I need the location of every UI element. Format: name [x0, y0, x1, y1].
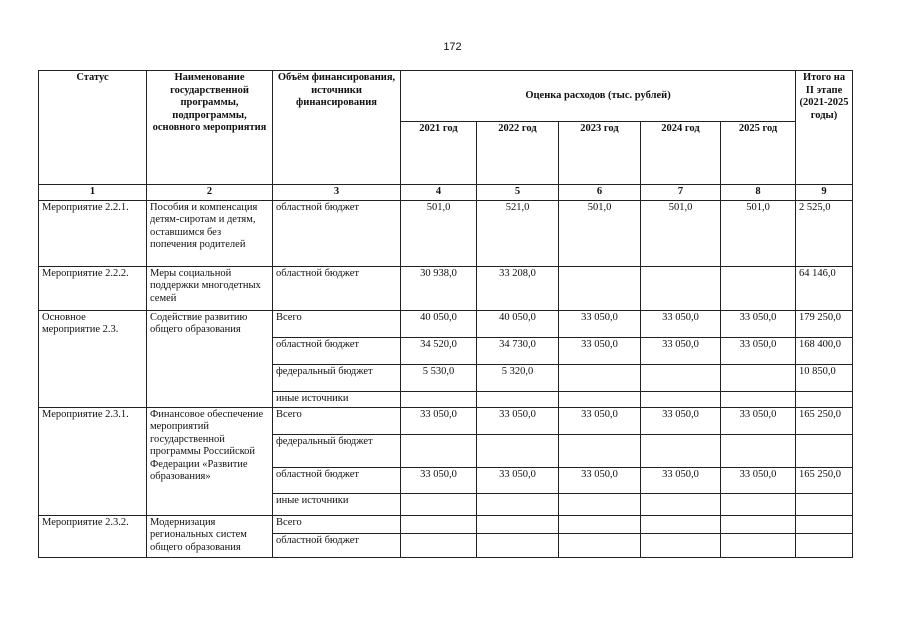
row-value: [401, 533, 477, 557]
header-name: Наименование государственной программы, подпрограммы, основного мероприятия: [147, 71, 273, 185]
table-row: [39, 515, 853, 533]
row-value: [559, 515, 641, 533]
row-value: 501,0: [641, 200, 721, 266]
row-total: 10 850,0: [796, 364, 853, 391]
row-source: областной бюджет: [273, 200, 401, 266]
column-number: 9: [796, 185, 853, 201]
row-value: [477, 493, 559, 515]
header-estimate: Оценка расходов (тыс. рублей): [401, 71, 796, 122]
row-value: 33 050,0: [641, 407, 721, 434]
row-name: Финансовое обеспечение мероприятий государственной программы Российской Федерации «Развитие образования»: [147, 407, 273, 515]
row-name: Пособия и компенсация детям-сиротам и детям, оставшимся без попечения родителей: [147, 200, 273, 266]
row-value: 40 050,0: [401, 310, 477, 337]
table-row: [39, 310, 853, 337]
row-value: 33 208,0: [477, 266, 559, 310]
header-year: 2025 год: [721, 122, 796, 185]
row-value: 5 320,0: [477, 364, 559, 391]
row-value: [559, 434, 641, 467]
row-value: [477, 533, 559, 557]
header-status: Статус: [39, 71, 147, 185]
row-value: 33 050,0: [641, 337, 721, 364]
header-total: Итого на II этапе (2021-2025 годы): [796, 71, 853, 185]
column-number: 7: [641, 185, 721, 201]
header-year: 2024 год: [641, 122, 721, 185]
row-value: [401, 434, 477, 467]
row-value: 33 050,0: [641, 310, 721, 337]
row-total: 179 250,0: [796, 310, 853, 337]
row-value: [721, 434, 796, 467]
row-value: [477, 391, 559, 407]
row-total: 2 525,0: [796, 200, 853, 266]
row-source: Всего: [273, 407, 401, 434]
row-status: Мероприятие 2.2.2.: [39, 266, 147, 310]
header-volume: Объём финансирования, источники финансирования: [273, 71, 401, 185]
row-source: областной бюджет: [273, 467, 401, 493]
row-source: иные источники: [273, 493, 401, 515]
table-row: [39, 200, 853, 266]
row-total: [796, 533, 853, 557]
row-value: 33 050,0: [559, 310, 641, 337]
row-value: [641, 391, 721, 407]
table-row: [39, 266, 853, 310]
row-value: 40 050,0: [477, 310, 559, 337]
row-value: 33 050,0: [559, 337, 641, 364]
row-value: [559, 364, 641, 391]
row-name: Модернизация региональных систем общего образования: [147, 515, 273, 557]
row-value: 33 050,0: [401, 467, 477, 493]
row-value: [559, 533, 641, 557]
row-value: 30 938,0: [401, 266, 477, 310]
row-name: Меры социальной поддержки многодетных семей: [147, 266, 273, 310]
row-value: 33 050,0: [477, 467, 559, 493]
row-value: [401, 515, 477, 533]
row-value: [721, 391, 796, 407]
row-source: областной бюджет: [273, 533, 401, 557]
row-value: [641, 515, 721, 533]
row-source: федеральный бюджет: [273, 434, 401, 467]
column-number: 8: [721, 185, 796, 201]
row-total: 64 146,0: [796, 266, 853, 310]
row-value: 33 050,0: [559, 467, 641, 493]
row-value: [641, 493, 721, 515]
row-value: 34 520,0: [401, 337, 477, 364]
row-value: [721, 364, 796, 391]
row-status: Мероприятие 2.3.2.: [39, 515, 147, 557]
row-value: [477, 434, 559, 467]
row-total: [796, 391, 853, 407]
row-value: [559, 266, 641, 310]
column-number: 3: [273, 185, 401, 201]
row-source: Всего: [273, 515, 401, 533]
row-value: [559, 493, 641, 515]
row-value: 33 050,0: [477, 407, 559, 434]
row-value: [721, 533, 796, 557]
row-value: 33 050,0: [721, 310, 796, 337]
row-value: [721, 493, 796, 515]
row-value: [721, 515, 796, 533]
row-value: 34 730,0: [477, 337, 559, 364]
row-value: 33 050,0: [641, 467, 721, 493]
row-total: 168 400,0: [796, 337, 853, 364]
row-status: Основное мероприятие 2.3.: [39, 310, 147, 407]
row-value: 501,0: [559, 200, 641, 266]
row-source: областной бюджет: [273, 337, 401, 364]
row-value: [401, 493, 477, 515]
row-value: 501,0: [721, 200, 796, 266]
row-source: Всего: [273, 310, 401, 337]
header-year: 2023 год: [559, 122, 641, 185]
row-value: 33 050,0: [559, 407, 641, 434]
row-total: [796, 434, 853, 467]
row-value: [641, 364, 721, 391]
row-value: 501,0: [401, 200, 477, 266]
column-number: 6: [559, 185, 641, 201]
row-value: 33 050,0: [401, 407, 477, 434]
table-body: [39, 200, 853, 557]
row-value: [477, 515, 559, 533]
row-value: 33 050,0: [721, 467, 796, 493]
column-number: 5: [477, 185, 559, 201]
budget-table: [38, 70, 853, 558]
column-number: 2: [147, 185, 273, 201]
row-total: [796, 515, 853, 533]
row-value: [401, 391, 477, 407]
row-value: [721, 266, 796, 310]
table-row: [39, 407, 853, 434]
column-number: 4: [401, 185, 477, 201]
row-value: 33 050,0: [721, 407, 796, 434]
header-year: 2022 год: [477, 122, 559, 185]
row-total: [796, 493, 853, 515]
row-total: 165 250,0: [796, 407, 853, 434]
row-source: федеральный бюджет: [273, 364, 401, 391]
row-value: [641, 266, 721, 310]
header-year: 2021 год: [401, 122, 477, 185]
row-value: 521,0: [477, 200, 559, 266]
row-total: 165 250,0: [796, 467, 853, 493]
row-status: Мероприятие 2.3.1.: [39, 407, 147, 515]
row-value: [559, 391, 641, 407]
page-number: 172: [443, 41, 462, 53]
row-source: иные источники: [273, 391, 401, 407]
row-value: 33 050,0: [721, 337, 796, 364]
column-number: 1: [39, 185, 147, 201]
column-number-row: [39, 185, 853, 201]
row-status: Мероприятие 2.2.1.: [39, 200, 147, 266]
row-value: [641, 533, 721, 557]
row-value: [641, 434, 721, 467]
row-name: Содействие развитию общего образования: [147, 310, 273, 407]
row-value: 5 530,0: [401, 364, 477, 391]
row-source: областной бюджет: [273, 266, 401, 310]
